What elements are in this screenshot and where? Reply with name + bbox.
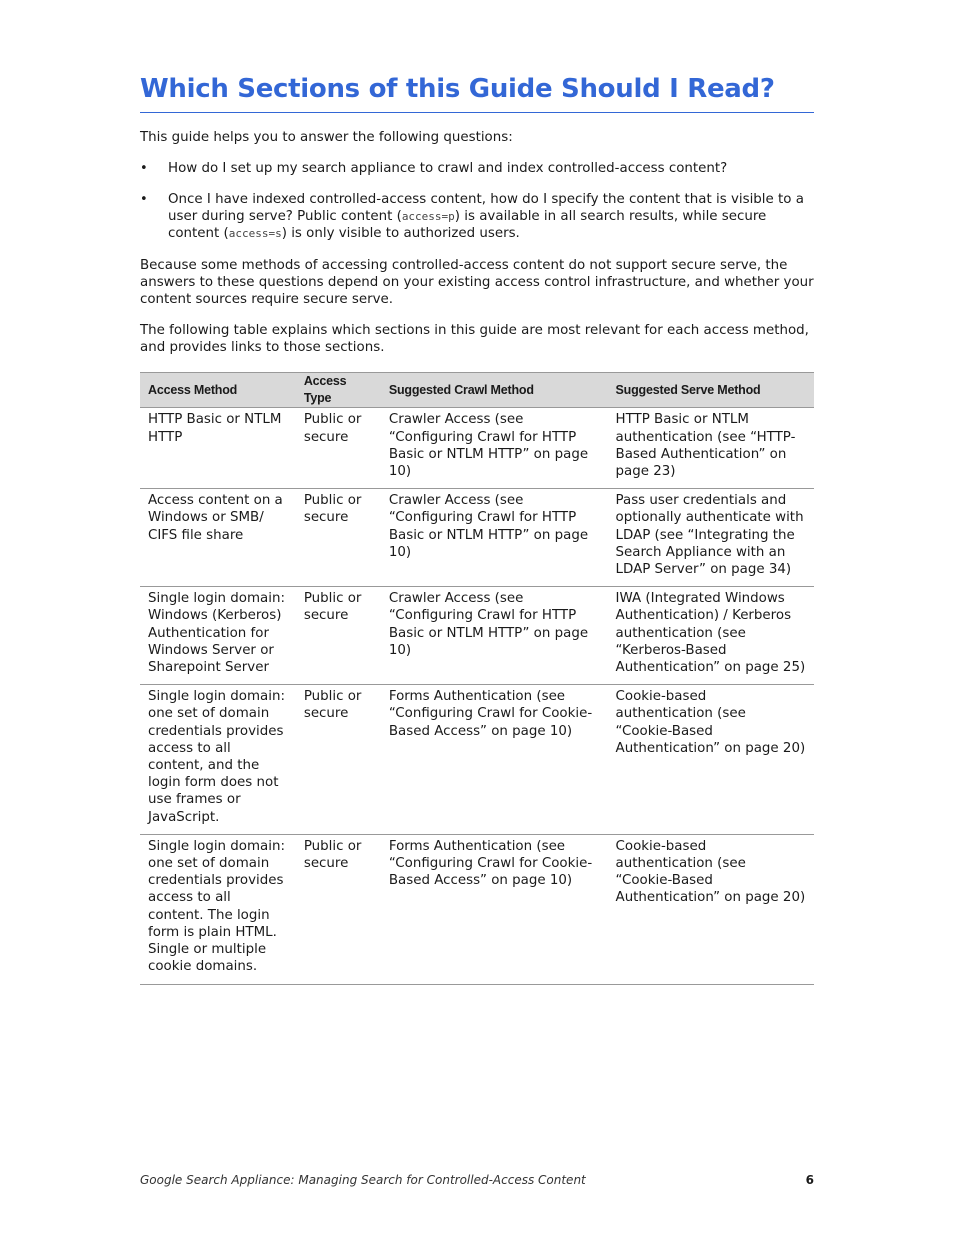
cell-access-method: Single login domain: one set of domain credentials provides access to all content. The login form is plain HTML. Single or multiple cookie domains. (140, 834, 296, 984)
bullet-text-part: ) is only visible to authorized users. (281, 226, 520, 242)
table-row (140, 587, 814, 685)
column-header-serve-method: Suggested Serve Method (608, 373, 814, 408)
access-p-code: access=p (401, 210, 455, 224)
footer-title: Google Search Appliance: Managing Search for Controlled-Access Content (140, 1173, 586, 1187)
column-header-access-method: Access Method (140, 373, 296, 408)
table-row (140, 489, 814, 587)
cell-access-type: Public or secure (296, 834, 381, 984)
page-number: 6 (805, 1173, 814, 1187)
cell-serve-method: Pass user credentials and optionally authenticate with LDAP (see “Integrating the Search Appliance with an LDAP Server” on page 34) (608, 489, 814, 587)
bullet-text-part: ) is available in all search results, while secure content ( (168, 209, 767, 242)
bullet-icon: • (140, 192, 148, 207)
table-row (140, 685, 814, 835)
intro-paragraph: This guide helps you to answer the following questions: (140, 130, 513, 145)
bullet-icon: • (140, 161, 148, 176)
table-header-row (140, 373, 814, 408)
bullet-text: How do I set up my search appliance to crawl and index controlled-access content? (168, 161, 728, 176)
cell-crawl-method: Forms Authentication (see “Configuring Crawl for Cookie-Based Access” on page 10) (381, 834, 608, 984)
table-intro-paragraph: The following table explains which sections in this guide are most relevant for each access method, and provides links to those sections. (140, 323, 809, 356)
cell-access-type: Public or secure (296, 408, 381, 489)
cell-serve-method: Cookie-based authentication (see “Cookie-Based Authentication” on page 20) (608, 834, 814, 984)
access-s-code: access=s (228, 227, 282, 241)
cell-access-type: Public or secure (296, 685, 381, 835)
cell-serve-method: HTTP Basic or NTLM authentication (see “HTTP-Based Authentication” on page 23) (608, 408, 814, 489)
page-footer (140, 1173, 814, 1187)
cell-crawl-method: Crawler Access (see “Configuring Crawl for HTTP Basic or NTLM HTTP” on page 10) (381, 587, 608, 685)
cell-access-method: HTTP Basic or NTLM HTTP (140, 408, 296, 489)
cell-access-method: Single login domain: Windows (Kerberos) Authentication for Windows Server or Sharepoint Server (140, 587, 296, 685)
cell-crawl-method: Forms Authentication (see “Configuring Crawl for Cookie-Based Access” on page 10) (381, 685, 608, 835)
title-rule (140, 112, 814, 113)
page-title: Which Sections of this Guide Should I Read? (140, 74, 775, 104)
column-header-access-type: Access Type (296, 373, 381, 408)
cell-serve-method: Cookie-based authentication (see “Cookie-Based Authentication” on page 20) (608, 685, 814, 835)
cell-serve-method: IWA (Integrated Windows Authentication) / Kerberos authentication (see “Kerberos-Based Authentication” on page 25) (608, 587, 814, 685)
bullet-text-part: Once I have indexed controlled-access content, how do I specify the content that is visible to a user during serve? Public content ( (168, 192, 804, 225)
cell-access-type: Public or secure (296, 489, 381, 587)
cell-access-type: Public or secure (296, 587, 381, 685)
cell-crawl-method: Crawler Access (see “Configuring Crawl for HTTP Basic or NTLM HTTP” on page 10) (381, 408, 608, 489)
bullet-text (168, 191, 814, 243)
table-row (140, 408, 814, 489)
column-header-crawl-method: Suggested Crawl Method (381, 373, 608, 408)
secure-serve-paragraph: Because some methods of accessing controlled-access content do not support secure serve, the answers to these questions depend on your existing access control infrastructure, and whether your content sources require secure serve. (140, 258, 814, 308)
cell-access-method: Access content on a Windows or SMB/ CIFS file share (140, 489, 296, 587)
access-method-table (140, 372, 814, 985)
cell-crawl-method: Crawler Access (see “Configuring Crawl for HTTP Basic or NTLM HTTP” on page 10) (381, 489, 608, 587)
table-row (140, 834, 814, 984)
cell-access-method: Single login domain: one set of domain credentials provides access to all content, and the login form does not use frames or JavaScript. (140, 685, 296, 835)
